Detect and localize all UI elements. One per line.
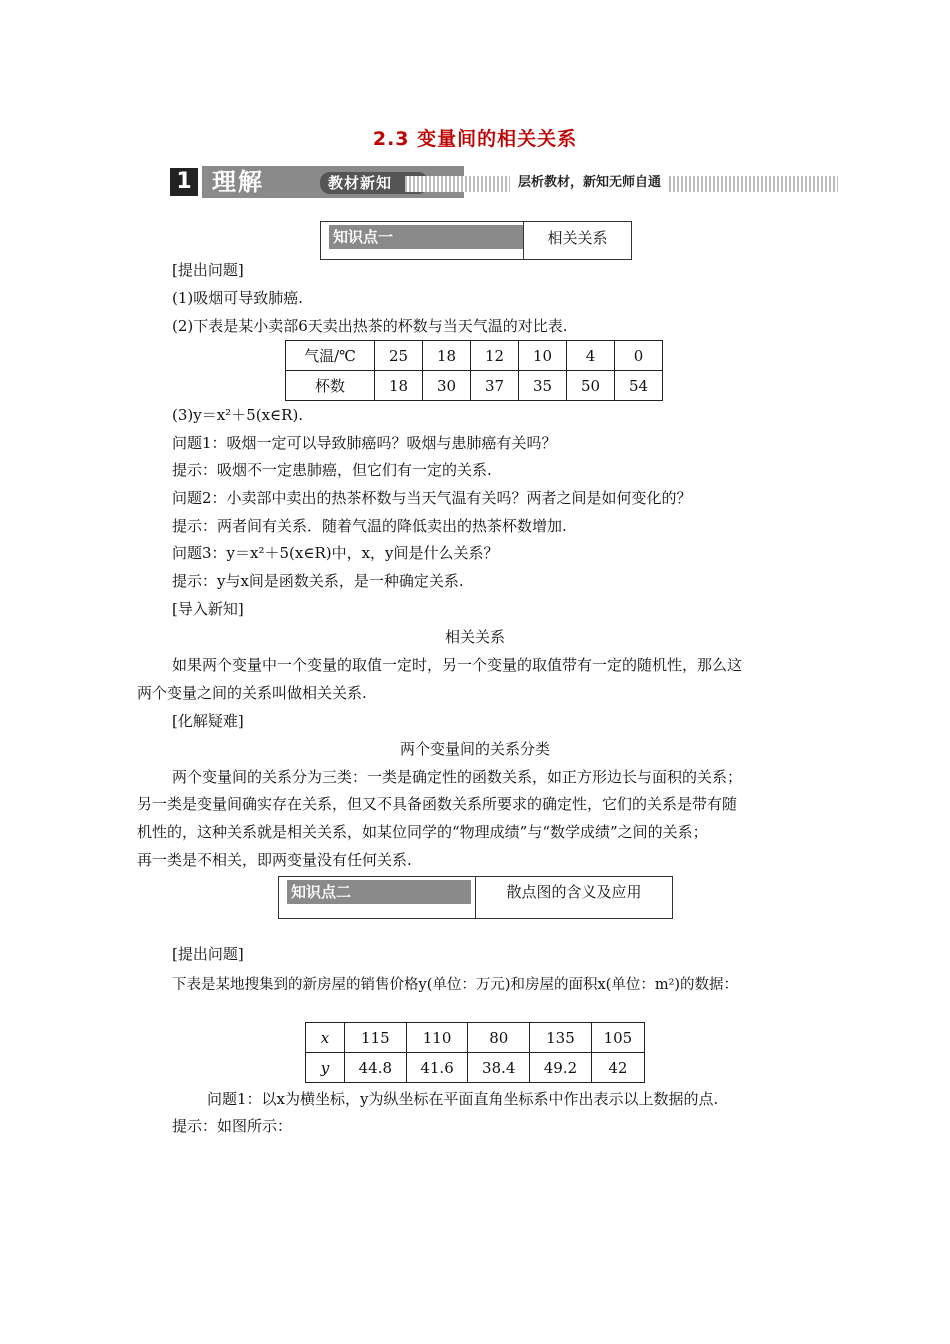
s3-subtitle: 两个变量间的关系分类 xyxy=(399,740,550,758)
table-cell: 38.4 xyxy=(468,1053,530,1083)
s1-item1: (1)吸烟可导致肺癌. xyxy=(172,289,304,307)
kp1-text: 相关关系 xyxy=(547,229,608,247)
s4-intro: 下表是某地搜集到的新房屋的销售价格y(单位：万元)和房屋的面积x(单位：m²)的数据： xyxy=(172,977,739,993)
table-cell: 41.6 xyxy=(406,1053,468,1083)
banner-main-label: 理解 xyxy=(212,168,264,196)
s3-para-line-2: 另一类是变量间确实存在关系，但又不具备函数关系所要求的确定性，它们的关系是带有随 xyxy=(137,795,738,813)
s3-para-line-1: 两个变量间的关系分为三类：一类是确定性的函数关系，如正方形边长与面积的关系； xyxy=(172,768,743,786)
table-row xyxy=(306,1023,645,1053)
section-banner xyxy=(170,166,838,198)
s1-item2: (2)下表是某小卖部6天卖出热茶的杯数与当天气温的对比表. xyxy=(172,317,568,335)
s2-subtitle: 相关关系 xyxy=(444,628,505,646)
table-cell: 44.8 xyxy=(345,1053,407,1083)
table-cell: 18 xyxy=(423,341,471,371)
kp1-label: 知识点一 xyxy=(329,225,523,249)
s1-q2: 问题2：小卖部中卖出的热茶杯数与当天气温有关吗？两者之间是如何变化的？ xyxy=(172,489,692,507)
s2-heading: [导入新知] xyxy=(172,600,244,618)
page-title: 2.3 变量间的相关关系 xyxy=(372,128,578,150)
table-row xyxy=(286,371,663,401)
table-cell: 50 xyxy=(567,371,615,401)
knowledge-point-2 xyxy=(278,876,673,919)
s1-a2: 提示：两者间有关系．随着气温的降低卖出的热茶杯数增加. xyxy=(172,517,567,535)
table-cell: 115 xyxy=(345,1023,407,1053)
table-row-header: x xyxy=(306,1023,345,1053)
table-cell: 135 xyxy=(530,1023,592,1053)
banner-tag-label: 教材新知 xyxy=(328,174,393,192)
table-row xyxy=(306,1053,645,1083)
table-row-header: 杯数 xyxy=(286,371,375,401)
table-cell: 37 xyxy=(471,371,519,401)
s1-item3: (3)y＝x²＋5(x∈R). xyxy=(172,406,304,424)
table-cell: 80 xyxy=(468,1023,530,1053)
s1-q1: 问题1：吸烟一定可以导致肺癌吗？吸烟与患肺癌有关吗？ xyxy=(172,434,557,452)
table-cell: 110 xyxy=(406,1023,468,1053)
table-cell: 18 xyxy=(375,371,423,401)
table-cell: 49.2 xyxy=(530,1053,592,1083)
table-cell: 105 xyxy=(591,1023,644,1053)
table-cell: 42 xyxy=(591,1053,644,1083)
table-cell: 4 xyxy=(567,341,615,371)
s2-para-line-1: 如果两个变量中一个变量的取值一定时，另一个变量的取值带有一定的随机性，那么这 xyxy=(172,656,743,674)
knowledge-point-1 xyxy=(320,221,632,260)
banner-number: 1 xyxy=(170,168,198,196)
s4-a1: 提示：如图所示： xyxy=(172,1117,293,1135)
table-cell: 10 xyxy=(519,341,567,371)
s3-heading: [化解疑难] xyxy=(172,712,244,730)
table-cell: 25 xyxy=(375,341,423,371)
kp2-text: 散点图的含义及应用 xyxy=(506,883,642,901)
table-cell: 0 xyxy=(615,341,663,371)
table-cell: 12 xyxy=(471,341,519,371)
banner-slogan: 层析教材，新知无师自通 xyxy=(510,172,669,194)
s3-para-line-4: 再一类是不相关，即两变量没有任何关系. xyxy=(137,851,412,869)
table-row-header: y xyxy=(306,1053,345,1083)
table-cell: 30 xyxy=(423,371,471,401)
kp2-label: 知识点二 xyxy=(287,880,471,904)
s3-para-line-3: 机性的，这种关系就是相关关系，如某位同学的“物理成绩”与“数学成绩”之间的关系； xyxy=(137,823,708,841)
s1-q3: 问题3：y＝x²＋5(x∈R)中，x，y间是什么关系？ xyxy=(172,544,499,562)
price-area-table xyxy=(305,1022,645,1083)
s1-a1: 提示：吸烟不一定患肺癌，但它们有一定的关系. xyxy=(172,461,492,479)
s1-heading: [提出问题] xyxy=(172,261,244,279)
s2-para-line-2: 两个变量之间的关系叫做相关关系. xyxy=(137,684,367,702)
s4-q1: 问题1：以x为横坐标，y为纵坐标在平面直角坐标系中作出表示以上数据的点. xyxy=(207,1090,719,1108)
table-cell: 35 xyxy=(519,371,567,401)
temp-cups-table xyxy=(285,340,663,401)
table-row xyxy=(286,341,663,371)
s1-a3: 提示：y与x间是函数关系，是一种确定关系. xyxy=(172,572,464,590)
table-cell: 54 xyxy=(615,371,663,401)
table-row-header: 气温/℃ xyxy=(286,341,375,371)
s4-heading: [提出问题] xyxy=(172,945,244,963)
